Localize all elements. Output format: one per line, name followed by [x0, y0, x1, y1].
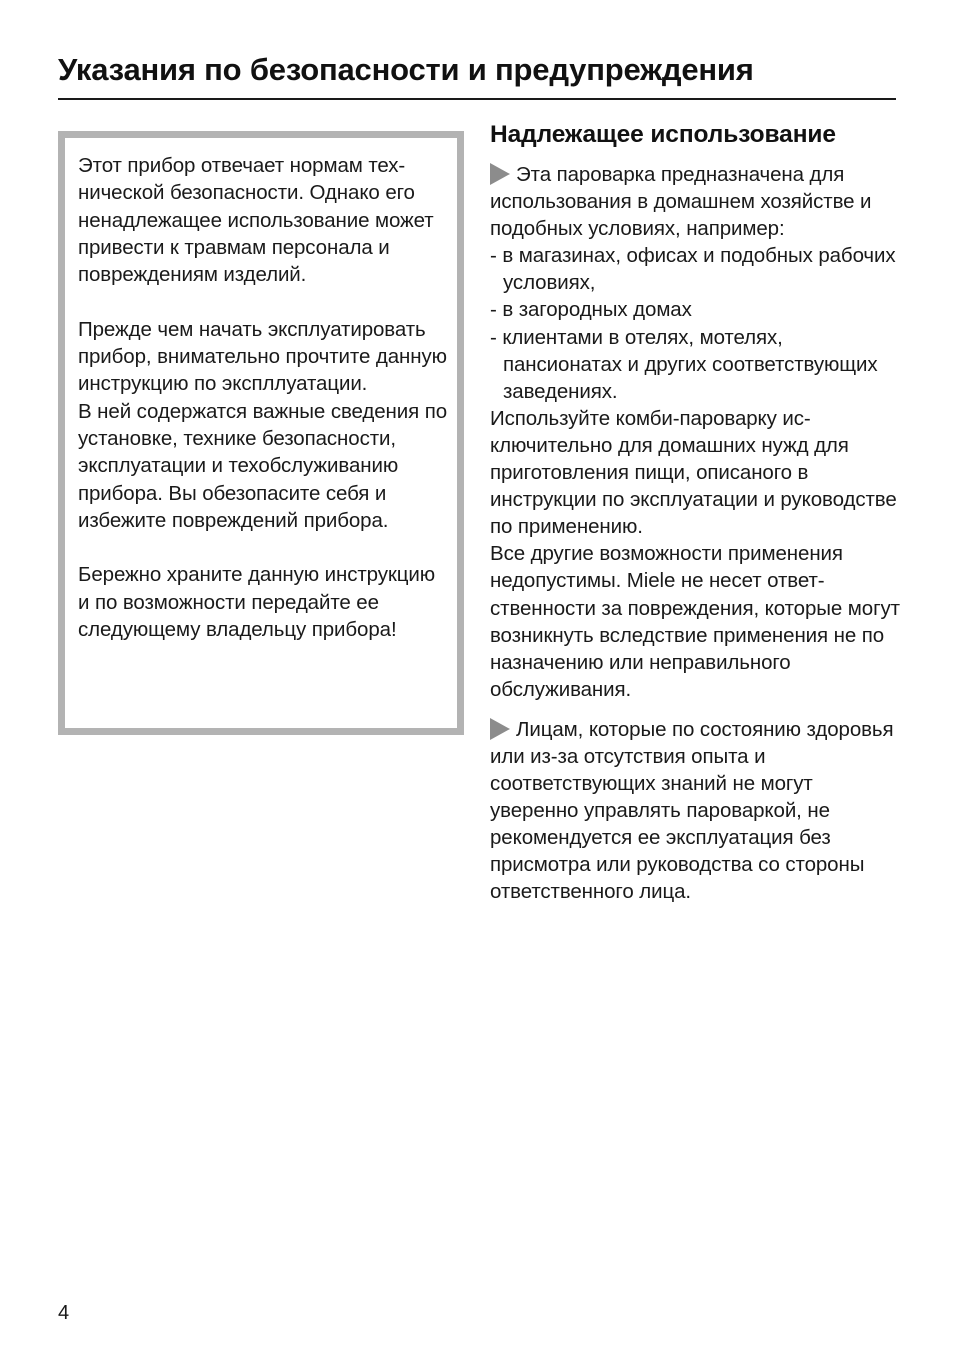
proper-use-section — [490, 118, 900, 906]
safety-notice-box — [58, 131, 464, 735]
paragraph-other-use: Все другие возможности применения недопустимы. Miele не несет ответственности за повреждения, которые могут возникнуть вследствие применения не по назначению или неправильного обслуживания. — [490, 542, 900, 701]
paragraph-spacer — [78, 288, 449, 315]
triangle-bullet-icon — [490, 163, 510, 185]
bullet-text: Эта пароварка предназначена для использования в домашнем хозяйстве и подобных условиях, например: — [490, 163, 872, 241]
paragraph-household-use: Используйте комби-пароварку исключительно для домашних нужд для приготовления пищи, описаного в инструкции по эксплуатации и руководстве по применению. — [490, 406, 897, 539]
bullet-paragraph-supervision — [490, 716, 900, 906]
notice-paragraph-contents: В ней содержатся важные сведения по установке, технике безопасности, эксплуатации и техобслуживанию прибора. Вы обезопасите себя и избежите повреждений прибора. — [78, 399, 448, 532]
page-number: 4 — [58, 1302, 70, 1324]
notice-paragraph-keep-manual: Бережно храните данную инструкцию и по возможности передайте ее следующему владельцу прибора! — [78, 563, 436, 642]
title-divider — [58, 98, 896, 100]
notice-paragraph-standards: Этот прибор отвечает нормам технической безопасности. Однако его ненадлежащее использование может привести к травмам персонала и повреждениям изделий. — [78, 154, 434, 287]
triangle-bullet-icon — [490, 718, 510, 740]
section-heading: Надлежащее использование — [490, 121, 836, 148]
bullet-paragraph-intended-use — [490, 161, 900, 242]
page-title: Указания по безопасности и предупреждения — [58, 52, 754, 87]
bullet-text: Лицам, которые по состоянию здоровья или из-за отсутствия опыта и соответствующих знаний не могут уверенно управлять пароваркой, не рекомендуется ее эксплуатация без присмотра или руководства со стороны ответственного лица. — [490, 717, 894, 904]
notice-paragraph-read-manual: Прежде чем начать эксплуатировать прибор, внимательно прочтите данную инструкцию по экспллуатации. — [78, 317, 447, 396]
list-item: - в загородных домах — [490, 298, 692, 322]
list-item: - клиентами в отелях, мотелях, пансионатах и других соответствующих заведениях. — [490, 325, 878, 403]
paragraph-spacer — [490, 703, 900, 716]
list-item: - в магазинах, офисах и подобных рабочих условиях, — [490, 244, 896, 295]
paragraph-spacer — [78, 534, 449, 561]
